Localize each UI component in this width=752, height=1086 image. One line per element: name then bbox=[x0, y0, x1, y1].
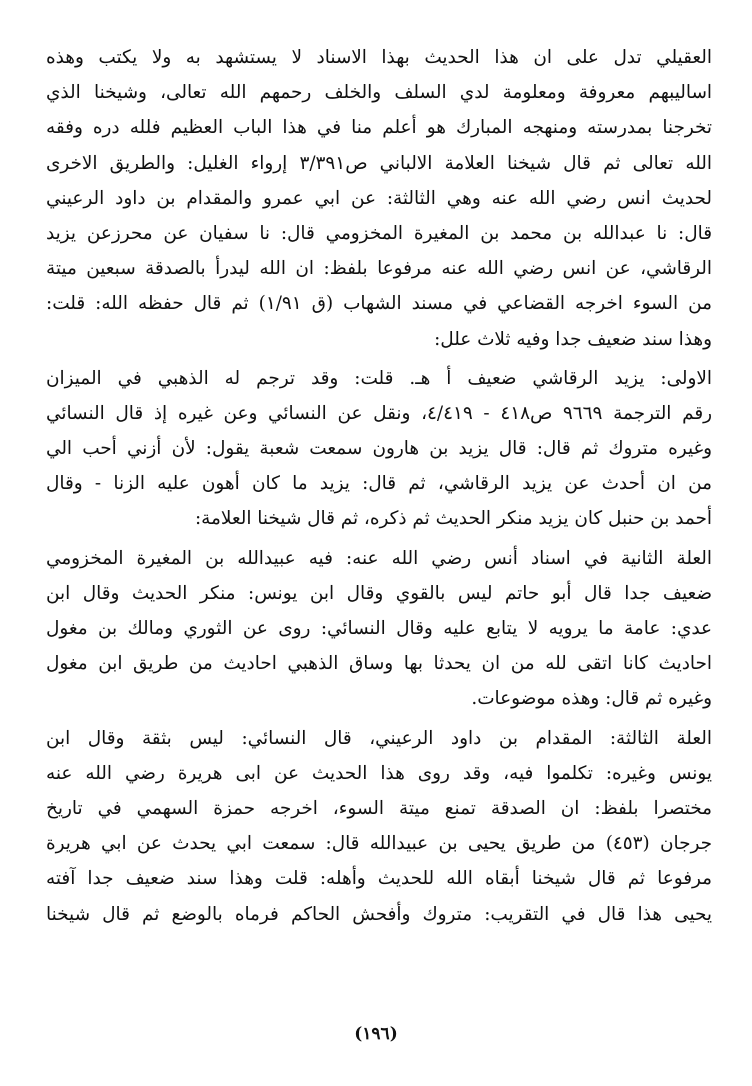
text-line: وغيره ثم قال: وهذه موضوعات. bbox=[471, 688, 712, 710]
text-line: يحيى هذا قال في التقريب: متروك وأفحش الحاكم فرماه بالوضع ثم قال شيخنا bbox=[46, 903, 712, 925]
text-line: تخرجنا بمدرسته ومنهجه المبارك هو أعلم منا في هذا الباب العظيم فلله دره وفقه bbox=[46, 117, 712, 139]
text-line: لحديث انس رضي الله عنه وهي الثالثة: عن ابي عمرو والمقدام بن داود الرعيني bbox=[46, 187, 712, 209]
text-line: وهذا سند ضعيف جدا وفيه ثلاث علل: bbox=[434, 328, 712, 350]
text-line: مرفوعا ثم قال شيخنا أبقاه الله للحديث وأهله: قلت وهذا سند ضعيف جدا آفته bbox=[46, 868, 712, 890]
text-line: ضعيف جدا قال أبو حاتم ليس بالقوي وقال ابن يونس: منكر الحديث وقال ابن bbox=[46, 582, 712, 604]
paragraph-3 bbox=[46, 541, 712, 717]
text-line: رقم الترجمة ٩٦٦٩ ص٤١٨ - ٤/٤١٩، ونقل عن النسائي وعن غيره إذ قال النسائي bbox=[46, 402, 712, 424]
text-line: عدي: عامة ما يرويه لا يتابع عليه وقال النسائي: روى عن الثوري ومالك بن مغول bbox=[46, 618, 712, 639]
page-body bbox=[46, 40, 712, 932]
text-line: وغيره متروك ثم قال: قال يزيد بن هارون سمعت شعبة يقول: لأن أزني أحب الي bbox=[46, 438, 712, 460]
page-number: (١٩٦) bbox=[354, 1024, 398, 1044]
text-line: احاديث كانا اتقى لله من ان يحدثا بها وساق الذهبي احاديث من طريق ابن مغول bbox=[46, 653, 712, 675]
text-line: مختصرا بلفظ: ان الصدقة تمنع ميتة السوء، اخرجه حمزة السهمي في تاريخ bbox=[46, 797, 712, 819]
text-line: الرقاشي، عن انس رضي الله عنه مرفوعا بلفظ: ان الله ليدرأ بالصدقة سبعين ميتة bbox=[46, 258, 712, 280]
text-line: قال: نا عبدالله بن محمد بن المغيرة المخزومي قال: نا سفيان عن محرزعن يزيد bbox=[46, 222, 712, 244]
text-line: جرجان (٤٥٣) من طريق يحيى بن عبيدالله قال: سمعت ابي يحدث عن ابي هريرة bbox=[46, 833, 712, 855]
text-line: الله تعالى ثم قال شيخنا العلامة الالباني ص٣/٣٩١ إرواء الغليل: والطريق الاخرى bbox=[46, 152, 712, 174]
text-line: الاولى: يزيد الرقاشي ضعيف أ هـ. قلت: وقد ترجم له الذهبي في الميزان bbox=[46, 367, 712, 389]
text-line: أحمد بن حنبل كان يزيد منكر الحديث ثم ذكره، ثم قال شيخنا العلامة: bbox=[194, 508, 712, 530]
text-line: اساليبهم معروفة ومعلومة لدي السلف والخلف رحمهم الله تعالى، وشيخنا الذي bbox=[46, 82, 712, 104]
text-line: يونس وغيره: تكلموا فيه، وقد روى هذا الحديث عن ابى هريرة رضي الله عنه bbox=[46, 762, 712, 784]
text-line: العلة الثالثة: المقدام بن داود الرعيني، قال النسائي: ليس بثقة وقال ابن bbox=[46, 727, 712, 749]
paragraph-2 bbox=[46, 361, 712, 537]
text-line: من ان أحدث عن يزيد الرقاشي، ثم قال: يزيد ما كان أهون عليه الزنا - وقال bbox=[46, 473, 712, 495]
text-line: العلة الثانية في اسناد أنس رضي الله عنه: فيه عبيدالله بن المغيرة المخزومي bbox=[46, 547, 712, 569]
text-line: العقيلي تدل على ان هذا الحديث بهذا الاسناد لا يستشهد به ولا يكتب وهذه bbox=[46, 47, 712, 68]
paragraph-1 bbox=[46, 40, 712, 357]
paragraph-4 bbox=[46, 721, 712, 932]
text-line: من السوء اخرجه القضاعي في مسند الشهاب (ق ١/٩١) ثم قال حفظه الله: قلت: bbox=[46, 293, 712, 315]
